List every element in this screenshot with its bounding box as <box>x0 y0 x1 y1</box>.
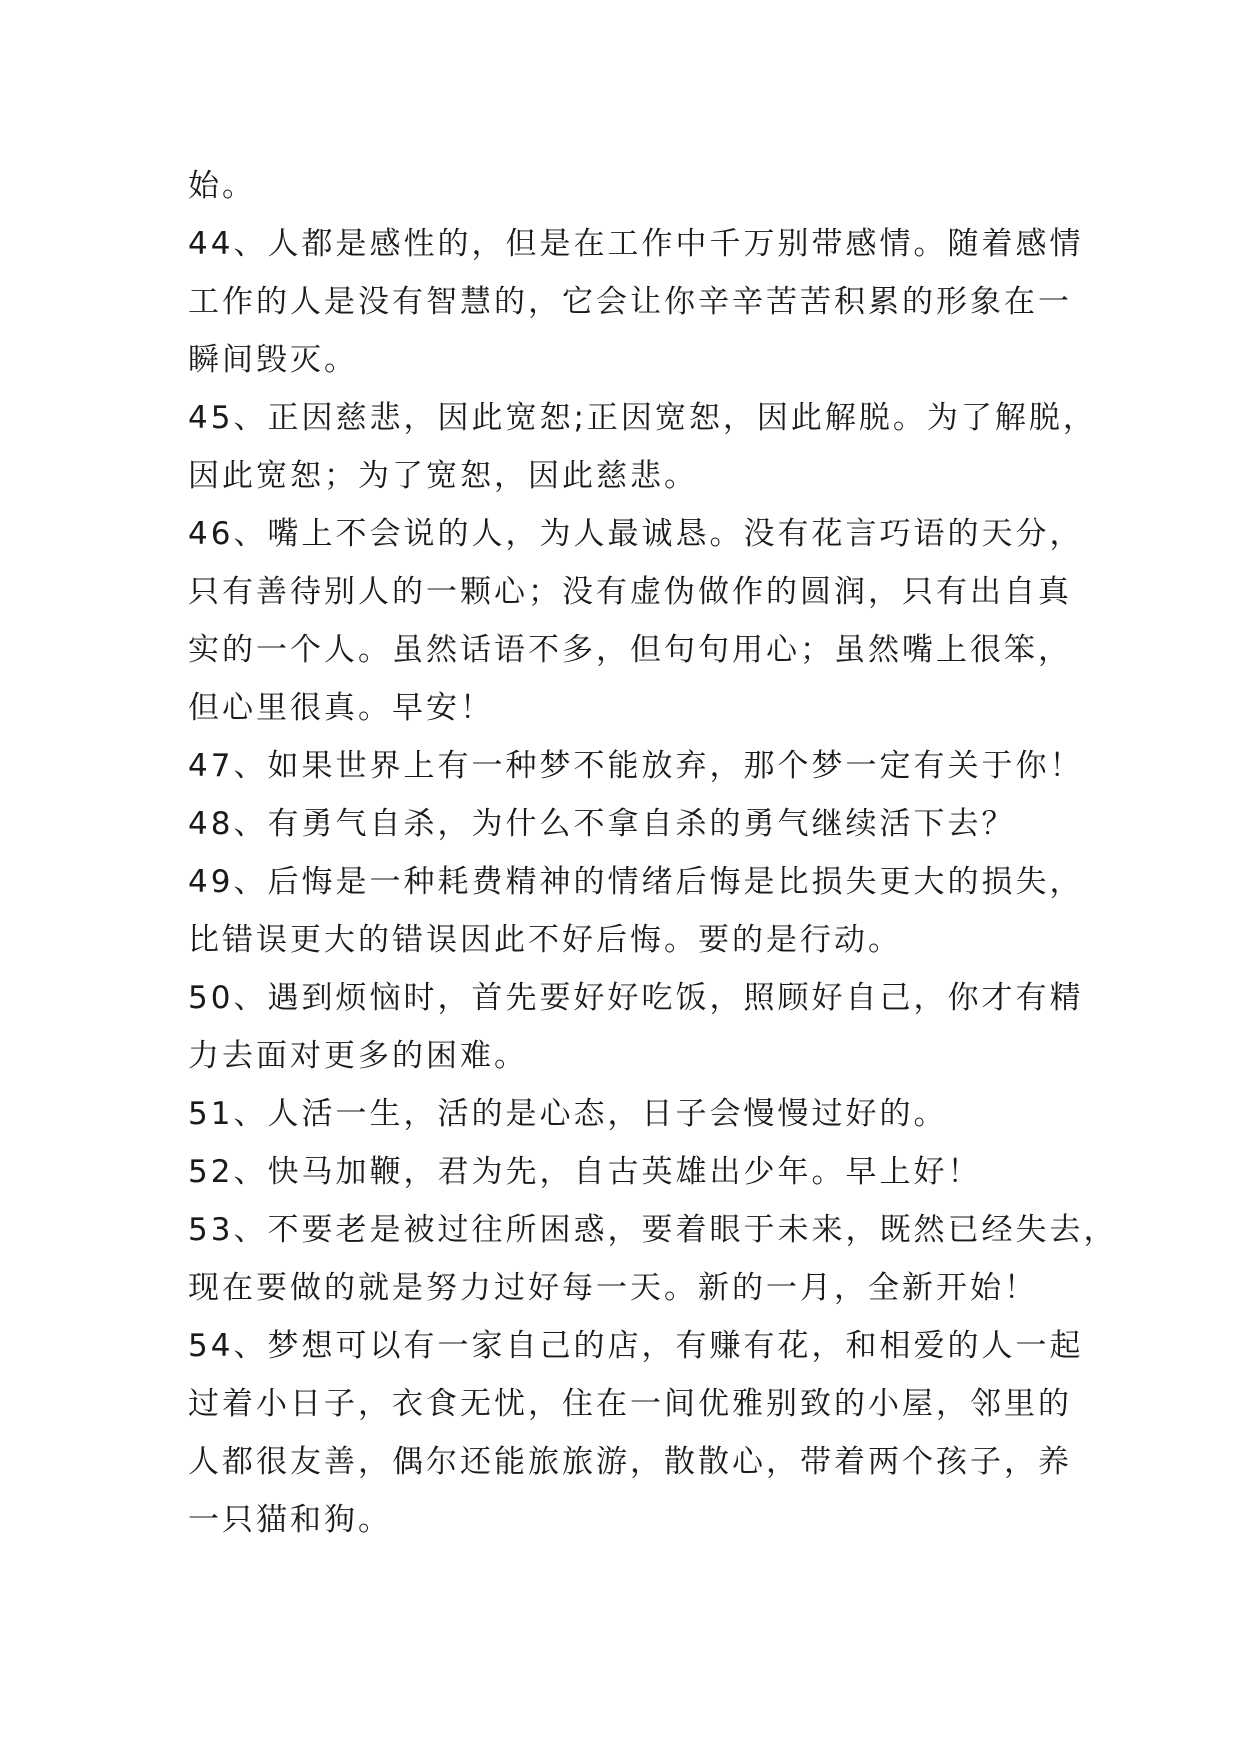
text-line: 人都很友善，偶尔还能旅旅游，散散心，带着两个孩子，养 <box>188 1444 1072 1480</box>
text-line: 现在要做的就是努力过好每一天。新的一月，全新开始！ <box>188 1270 1038 1306</box>
text-line: 过着小日子，衣食无忧，住在一间优雅别致的小屋，邻里的 <box>188 1386 1072 1422</box>
text-line: 因此宽恕；为了宽恕，因此慈悲。 <box>188 458 698 494</box>
text-line: 只有善待别人的一颗心；没有虚伪做作的圆润，只有出自真 <box>188 574 1072 610</box>
text-line: 始。 <box>188 168 256 204</box>
text-line: 50、遇到烦恼时，首先要好好吃饭，照顾好自己，你才有精 <box>188 980 1084 1016</box>
text-line: 45、正因慈悲，因此宽恕;正因宽恕，因此解脱。为了解脱， <box>188 400 1097 436</box>
text-line: 52、快马加鞭，君为先，自古英雄出少年。早上好！ <box>188 1154 982 1190</box>
text-line: 49、后悔是一种耗费精神的情绪后悔是比损失更大的损失， <box>188 864 1084 900</box>
text-line: 力去面对更多的困难。 <box>188 1038 528 1074</box>
text-line: 46、嘴上不会说的人，为人最诚恳。没有花言巧语的天分， <box>188 516 1084 552</box>
text-line: 比错误更大的错误因此不好后悔。要的是行动。 <box>188 922 902 958</box>
text-line: 工作的人是没有智慧的，它会让你辛辛苦苦积累的形象在一 <box>188 284 1072 320</box>
text-line: 44、人都是感性的，但是在工作中千万别带感情。随着感情 <box>188 226 1084 262</box>
text-line: 但心里很真。早安！ <box>188 690 494 726</box>
text-line: 48、有勇气自杀，为什么不拿自杀的勇气继续活下去？ <box>188 806 1016 842</box>
text-line: 瞬间毁灭。 <box>188 342 358 378</box>
text-line: 54、梦想可以有一家自己的店，有赚有花，和相爱的人一起 <box>188 1328 1084 1364</box>
text-line: 实的一个人。虽然话语不多，但句句用心；虽然嘴上很笨， <box>188 632 1072 668</box>
text-line: 一只猫和狗。 <box>188 1502 392 1538</box>
text-line: 47、如果世界上有一种梦不能放弃，那个梦一定有关于你！ <box>188 748 1084 784</box>
text-line: 53、不要老是被过往所困惑，要着眼于未来，既然已经失去， <box>188 1212 1118 1248</box>
text-body <box>188 157 1118 1549</box>
text-line: 51、人活一生，活的是心态，日子会慢慢过好的。 <box>188 1096 948 1132</box>
